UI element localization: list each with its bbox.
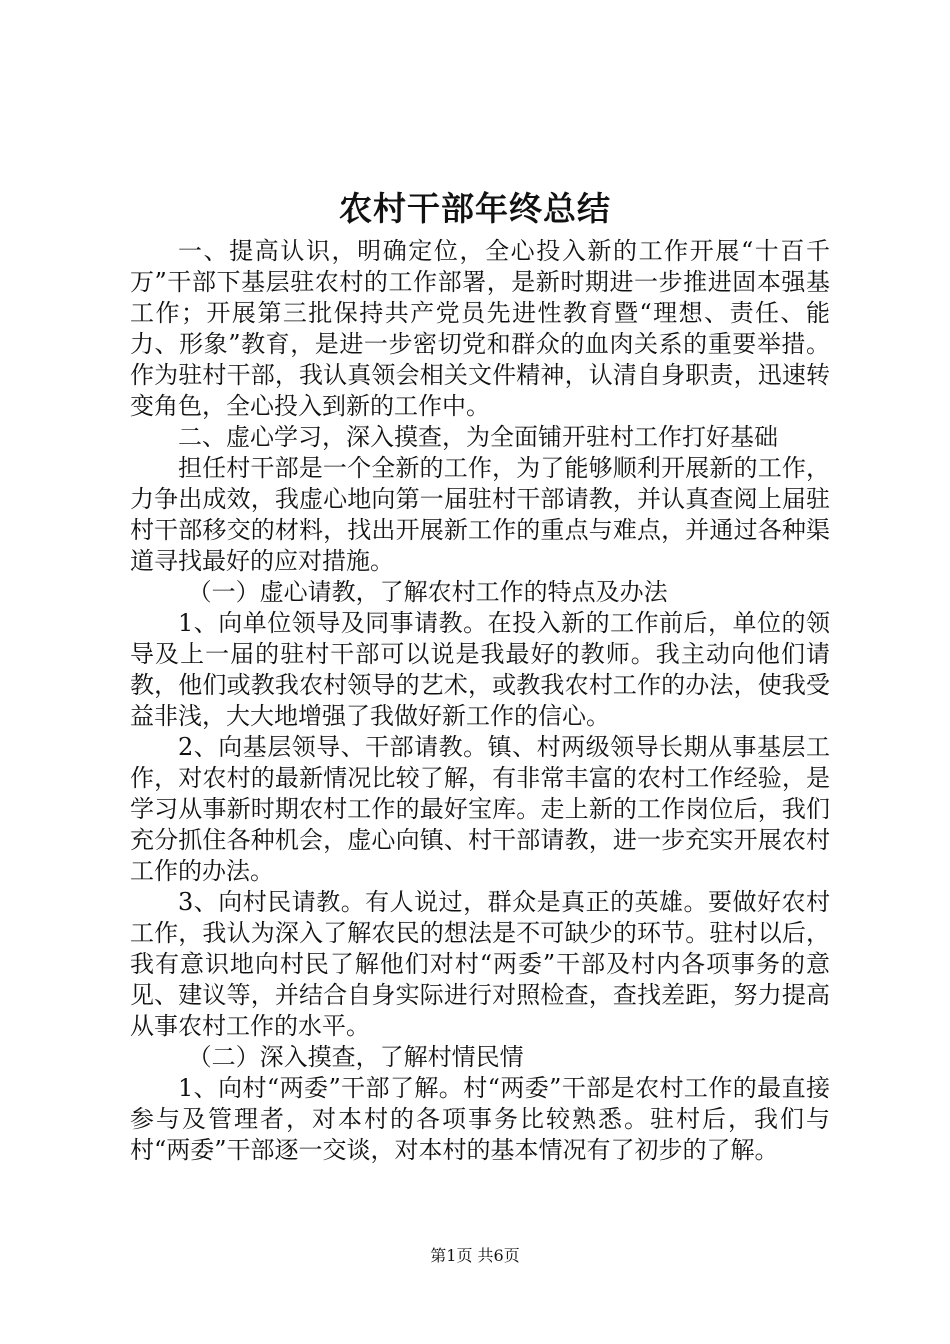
- paragraph-item-3: 3、向村民请教。有人说过，群众是真正的英雄。要做好农村工作，我认为深入了解农民的想法是不可缺少的环节。驻村以后，我有意识地向村民了解他们对村“两委”干部及村内各项事务的意见、建议等，并结合自身实际进行对照检查，查找差距，努力提高从事农村工作的水平。: [130, 888, 830, 1040]
- subheading-2: （二）深入摸查，了解村情民情: [187, 1043, 524, 1071]
- subheading-1: （一）虚心请教，了解农村工作的特点及办法: [187, 578, 668, 606]
- paragraph-item-1: 1、向单位领导及同事请教。在投入新的工作前后，单位的领导及上一届的驻村干部可以说是我最好的教师。我主动向他们请教，他们或教我农村领导的艺术，或教我农村工作的办法，使我受益非浅，大大地增强了我做好新工作的信心。: [130, 609, 830, 730]
- page-footer: 第1页 共6页: [430, 1246, 520, 1265]
- paragraph-2-heading: 二、虚心学习，深入摸查，为全面铺开驻村工作打好基础: [178, 423, 778, 451]
- paragraph-item-2: 2、向基层领导、干部请教。镇、村两级领导长期从事基层工作，对农村的最新情况比较了解，有非常丰富的农村工作经验，是学习从事新时期农村工作的最好宝库。走上新的工作岗位后，我们充分抓住各种机会，虚心向镇、村干部请教，进一步充实开展农村工作的办法。: [130, 733, 830, 885]
- paragraph-1: 一、提高认识，明确定位，全心投入新的工作开展“十百千万”干部下基层驻农村的工作部署，是新时期进一步推进固本强基工作；开展第三批保持共产党员先进性教育暨“理想、责任、能力、形象”教育，是进一步密切党和群众的血肉关系的重要举措。作为驻村干部，我认真领会相关文件精神，认清自身职责，迅速转变角色，全心投入到新的工作中。: [130, 237, 830, 420]
- paragraph-3: 担任村干部是一个全新的工作，为了能够顺利开展新的工作，力争出成效，我虚心地向第一届驻村干部请教，并认真查阅上届驻村干部移交的材料，找出开展新工作的重点与难点，并通过各种渠道寻找最好的应对措施。: [130, 454, 830, 575]
- document-title: 农村干部年终总结: [339, 189, 611, 228]
- paragraph-item-4: 1、向村“两委”干部了解。村“两委”干部是农村工作的最直接参与及管理者，对本村的各项事务比较熟悉。驻村后，我们与村“两委”干部逐一交谈，对本村的基本情况有了初步的了解。: [130, 1074, 830, 1164]
- document-body: [130, 236, 830, 1166]
